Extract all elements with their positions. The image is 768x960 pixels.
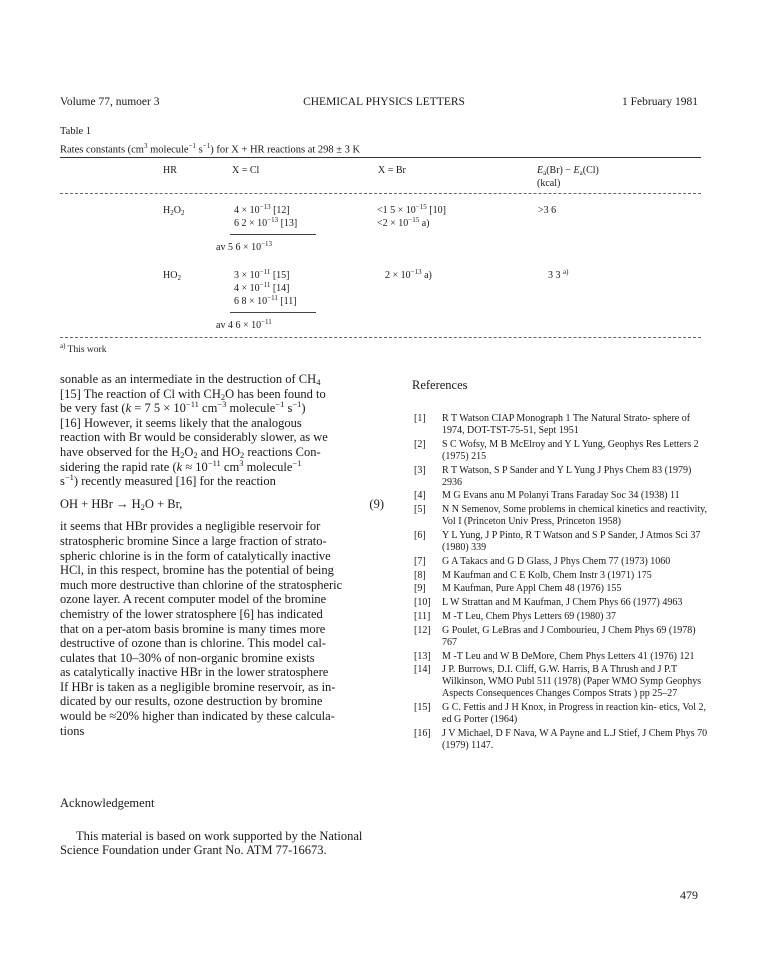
reference-item: [5] N N Semenov, Some problems in chemical kinetics and reactivity, Vol I (Princeton Univ Press, Princeton 1958) — [414, 504, 708, 528]
ho2-br-value: $2 \times 10^{-13}$ a) — [385, 268, 432, 281]
reference-item: [14] J P. Burrows, D.I. Cliff, G.W. Harris, B A Thrush and J P.T Wilkinson, WMO Publ 511 (1978) (Paper WMO Symp Geophys Aspects Consequences Changes Compos Strats ) pp 25–27 — [414, 664, 702, 700]
h2o2-br-value: $<2 \times 10^{-15}$ a) — [377, 216, 430, 229]
ho2-cl-value: $4 \times 10^{-11}$ [14] — [234, 281, 290, 294]
ho2-ea-value: 3 3 $^{a)}$ — [548, 268, 569, 281]
table-footnote: $^{a)}$ This work — [60, 342, 107, 355]
col-header-x-br: X = Br — [378, 165, 406, 176]
ho2-cl-value: 6 $8 \times 10^{-11}$ [11] — [234, 294, 297, 307]
reference-item: [11] M -T Leu, Chem Phys Letters 69 (1980) 37 — [414, 610, 616, 622]
table-header-rule — [60, 193, 701, 194]
h2o2-cl-average: av 5 $6 \times 10^{-13}$ — [216, 240, 273, 253]
reference-item: [2] S C Wofsy, M B McElroy and Y L Yung, Geophys Res Letters 2 (1975) 215 — [414, 438, 699, 462]
ho2-cl-value: $3 \times 10^{-11}$ [15] — [234, 268, 290, 281]
reference-item: [6] Y L Yung, J P Pinto, R T Watson and S P Sander, J Atmos Sci 37 (1980) 339 — [414, 529, 701, 553]
reference-item: [13] M -T Leu and W B DeMore, Chem Phys Letters 41 (1976) 121 — [414, 650, 695, 662]
references-section — [412, 378, 712, 754]
reference-item: [1] R T Watson CIAP Monograph 1 The Natural Strato- sphere of 1974, DOT-TST-75-51, Sept 1951 — [414, 413, 691, 436]
reference-item: [4] M G Evans anu M Polanyi Trans Faraday Soc 34 (1938) 11 — [414, 490, 680, 502]
body-paragraph: sonable as an intermediate in the destruction of $CH_4$ [15] The reaction of Cl with $CH_2O$ has been found to be very fast (k = 7 $5 \times 10^{-11}$ $cm^{-3}$ molecule$^{-1}$ $s^{-1}$) [16] However, it seems likely that the analogous reaction with Br would be considerably slower, as we have observed for the $H_2O_2$ and $HO_2$ reactions Con- sidering the rapid rate ($k \approx 10^{-11}$ $cm^3$ molecule$^{-1}$ $s^{-1}$) recently measured [16] for the reaction — [60, 372, 328, 489]
running-header-journal: CHEMICAL PHYSICS LETTERS — [303, 96, 465, 108]
reference-item: [8] M Kaufman and C E Kolb, Chem Instr 3 (1971) 175 — [414, 569, 652, 581]
h2o2-br-value: <1 $5 \times 10^{-15}$ [10] — [377, 203, 446, 216]
reference-item: [10] L W Strattan and M Kaufman, J Chem Phys 66 (1977) 4963 — [414, 597, 683, 609]
acknowledgement-section — [60, 796, 390, 858]
ho2-average-rule — [230, 312, 316, 313]
table-top-rule — [60, 157, 701, 158]
row-label-h2o2: $H_2O_2$ — [163, 205, 185, 217]
h2o2-cl-value: $4 \times 10^{-13}$ [12] — [234, 203, 290, 216]
h2o2-average-rule — [230, 234, 316, 235]
acknowledgement-text: This material is based on work supported by the National Science Foundation under Grant No. ATM 77-16673. — [60, 828, 363, 858]
col-header-hr: HR — [163, 165, 177, 176]
reference-item: [16] J V Michael, D F Nava, W A Payne and L.J Stief, J Chem Phys 70 (1979) 1147. — [414, 727, 708, 751]
reference-item: [3] R T Watson, S P Sander and Y L Yung J Phys Chem 83 (1979) 2936 — [414, 464, 692, 488]
references-heading: References — [412, 378, 468, 392]
reference-item: [15] G C. Fettis and J H Knox, in Progress in reaction kin- etics, Vol 2, ed G Porter (1964) — [414, 702, 707, 726]
table-bottom-rule — [60, 337, 701, 338]
page-number: 479 — [680, 888, 698, 902]
body-text-left-column — [60, 372, 390, 738]
table-label: Table 1 — [60, 126, 92, 137]
col-header-ea-unit: (kcal) — [537, 178, 561, 189]
running-header-volume: Volume 77, numoer 3 — [60, 96, 160, 108]
reference-item: [9] M Kaufman, Pure Appl Chem 48 (1976) 155 — [414, 583, 622, 595]
col-header-ea: $E_a(Br) - E_a(Cl)$ — [537, 165, 599, 177]
equation-9: OH + HBr → $H_2O + Br$, (9) — [60, 496, 384, 512]
h2o2-ea-value: >3 6 — [538, 205, 557, 216]
running-header-date: 1 February 1981 — [621, 96, 698, 108]
reference-item: [7] G A Takacs and G D Glass, J Phys Chem 77 (1973) 1060 — [414, 555, 671, 567]
h2o2-cl-value: 6 $2 \times 10^{-13}$ [13] — [234, 216, 298, 229]
body-paragraph: it seems that HBr provides a negligible reservoir for stratospheric bromine Since a large fraction of strato- spheric chlorine is in the form of catalytically inactive HCl, in this respect, bromine has the potential of being much more destructive than chlorine of the stratospheric ozone layer. A recent computer model of the bromine chemistry of the lower stratosphere [6] has indicated that on a per-atom basis bromine is many times more destructive of ozone than is chlorine. This model cal- culates that 10–30% of non-organic bromine exists as catalytically inactive HBr in the lower stratosphere If HBr is taken as a negligible bromine reservoir, as in- dicated by our results, ozone destruction by bromine would be ≈20% higher than indicated by these calcula- tions — [60, 519, 343, 738]
col-header-x-cl: X = Cl — [232, 165, 260, 176]
table-caption: Rates constants ($cm^3$ molecule$^{-1}$ $s^{-1}$) for X + HR reactions at 298 ± 3 K — [60, 142, 361, 156]
acknowledgement-heading: Acknowledgement — [60, 796, 155, 810]
reference-item: [12] G Poulet, G LeBras and J Combourieu, J Chem Phys 69 (1978) 767 — [414, 624, 696, 648]
ho2-cl-average: av 4 $6 \times 10^{-11}$ — [216, 318, 272, 331]
equation-number: (9) — [369, 496, 384, 511]
row-label-ho2: $HO_2$ — [163, 270, 181, 282]
